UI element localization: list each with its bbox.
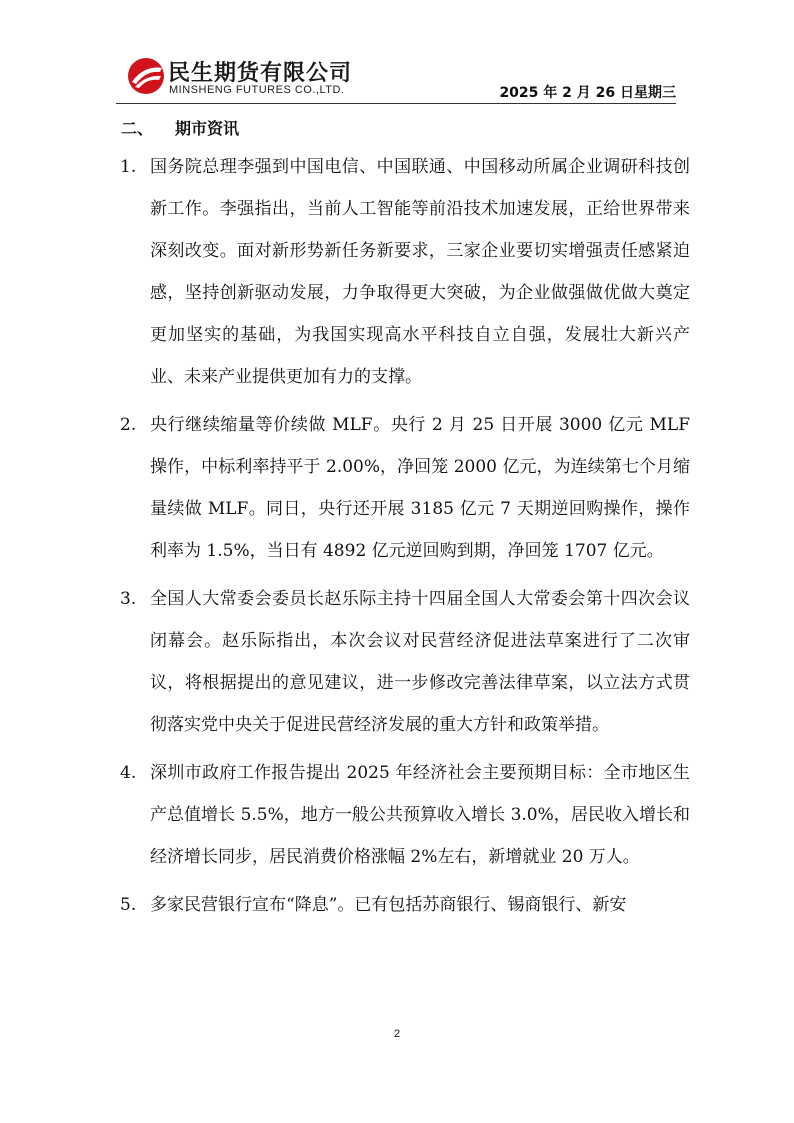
page-number: 2 <box>393 1028 401 1040</box>
section-title: 期市资讯 <box>175 119 240 138</box>
company-name-en: MINSHENG FUTURES CO.,LTD. <box>169 84 345 96</box>
news-item <box>120 884 690 926</box>
news-item-index: 5. <box>120 895 137 915</box>
company-logo-icon <box>126 56 166 96</box>
news-item-index: 2. <box>120 415 137 435</box>
news-item-index: 1. <box>120 157 137 177</box>
company-name-cn: 民生期货有限公司 <box>168 61 353 86</box>
news-item <box>120 578 690 746</box>
news-item-index: 4. <box>120 763 137 783</box>
section-number: 二、 <box>121 119 154 138</box>
section-heading <box>121 116 239 139</box>
news-item-text: 深圳市政府工作报告提出 2025 年经济社会主要预期目标：全市地区生产总值增长 5.5%，地方一般公共预算收入增长 3.0%，居民收入增长和经济增长同步，居民消费价格涨幅 2%左右，新增就业 20 万人。 <box>150 763 690 867</box>
company-logo <box>116 50 376 100</box>
news-list <box>120 146 690 932</box>
header-divider <box>116 103 676 104</box>
news-item-text: 多家民营银行宣布“降息”。已有包括苏商银行、锡商银行、新安 <box>150 895 627 915</box>
news-item <box>120 404 690 572</box>
news-item-text: 央行继续缩量等价续做 MLF。央行 2 月 25 日开展 3000 亿元 MLF 操作，中标利率持平于 2.00%，净回笼 2000 亿元，为连续第七个月缩量续做 MLF。同日，央行还开展 3185 亿元 7 天期逆回购操作，操作利率为 1.5%，当日有 4892 亿元逆回购到期，净回笼 1707 亿元。 <box>150 415 690 561</box>
report-date: 2025 年 2 月 26 日星期三 <box>499 85 676 101</box>
news-item <box>120 752 690 878</box>
page-header <box>116 50 676 104</box>
news-item-text: 全国人大常委会委员长赵乐际主持十四届全国人大常委会第十四次会议闭幕会。赵乐际指出，本次会议对民营经济促进法草案进行了二次审议，将根据提出的意见建议，进一步修改完善法律草案，以立法方式贯彻落实党中央关于促进民营经济发展的重大方针和政策举措。 <box>150 589 690 735</box>
news-item-index: 3. <box>120 589 137 609</box>
news-item <box>120 146 690 398</box>
news-item-text: 国务院总理李强到中国电信、中国联通、中国移动所属企业调研科技创新工作。李强指出，当前人工智能等前沿技术加速发展，正给世界带来深刻改变。面对新形势新任务新要求，三家企业要切实增强责任感紧迫感，坚持创新驱动发展，力争取得更大突破，为企业做强做优做大奠定更加坚实的基础，为我国实现高水平科技自立自强，发展壮大新兴产业、未来产业提供更加有力的支撑。 <box>150 157 690 387</box>
